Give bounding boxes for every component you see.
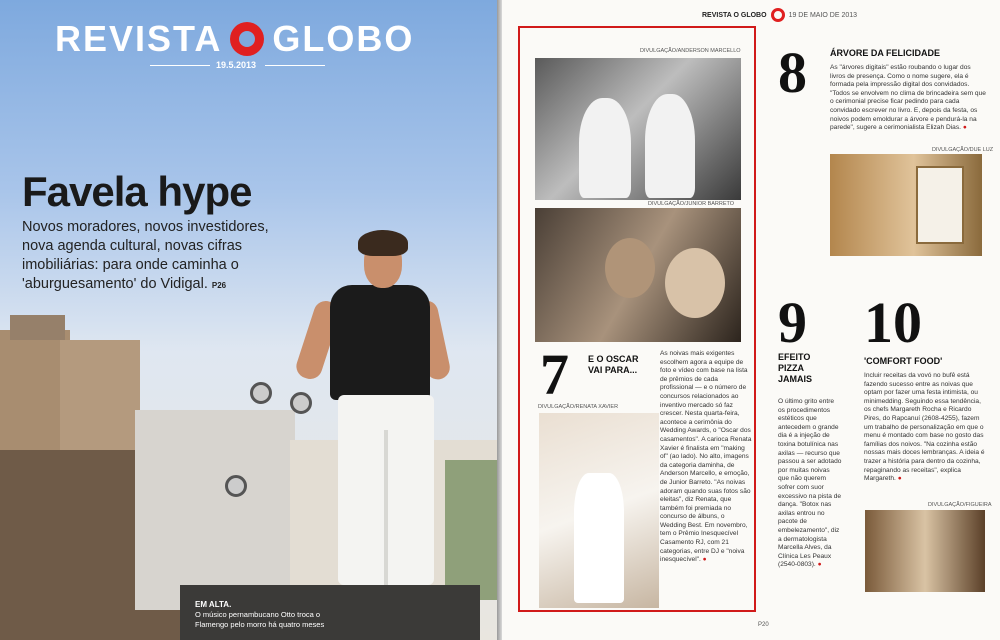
wedding-dress (574, 473, 624, 603)
cover-headline: Favela hype (22, 168, 252, 215)
end-mark-icon: ● (817, 561, 822, 569)
caption-text: O músico pernambucano Otto troca o Flamengo pelo morro há quatro meses (195, 610, 325, 629)
caption-lead: EM ALTA. (195, 600, 232, 609)
trees (445, 460, 500, 600)
masthead-word-revista: REVISTA (55, 18, 223, 59)
cover-page-ref: P26 (211, 281, 227, 290)
section-8-title: ÁRVORE DA FELICIDADE (830, 48, 941, 58)
end-mark-icon: ● (897, 475, 902, 483)
section-8-text: As "árvores digitais" estão roubando o lugar dos livros de presença. Como o nome sugere, ela é formada pela impressão digital dos convidados. "Todos se envolvem no clima de brincadeira sem que o cerimonial precise ficar pedindo para cada convidado escrever no livro. E, depois da festa, os noivos podem emoldurar a árvore e pendurá-la na parede", sugere a cerimonialista Elizah Dias. (830, 64, 986, 132)
section-10-text: Incluir receitas da vovó no bufê está fazendo sucesso entre as noivas que optam por fazer uma festa intimista, ou minimedding. Seguindo essa tendência, os chefs Margareth Rocha e Ricardo Pires, do Rapcanuí (2608-4255), fazem um trabalho de personalização em que o menu é montado com base no gosto das famílias dos noivos. "Na cozinha estão nossas mais doces lembranças. A ideia é trazer a história para dentro da cozinha, repaginando as receitas", explica Margareth. (864, 372, 985, 483)
section-9-text: O último grito entre os procedimentos estéticos que antecedem o grande dia é a injeção de toxina botulínica nas axilas — recurso que passou a ser adotado por muitas noivas que não querem sofrer com suor excessivo na pista de dança. "Botox nas axilas entrou no pacote de embelezamento", diz a dermatologista Marcella Alves, da Clínica Les Peaux (2540-0803). (778, 398, 842, 569)
photo-credit-1: DIVULGAÇÃO/ANDERSON MARCELLO (640, 48, 741, 54)
bride-face (665, 248, 725, 318)
end-mark-icon: ● (702, 556, 707, 564)
flower-girl-left (579, 98, 631, 198)
section-8-body (830, 64, 986, 133)
running-header-brand: REVISTA O GLOBO (702, 11, 767, 19)
cover-subhead (22, 218, 282, 295)
masthead-rule-right (265, 65, 325, 66)
article-page (502, 0, 1000, 640)
cover-subhead-text: Novos moradores, novos investidores, nova agenda cultural, novas cifras imobiliárias: para onde caminha o 'aburguesamento' do Vidigal. (22, 219, 269, 292)
satellite-dish-icon (250, 382, 272, 404)
running-header (702, 8, 857, 22)
man-hair (358, 230, 408, 256)
cover-caption (195, 600, 355, 630)
masthead-rule-left (150, 65, 210, 66)
page-folio: P20 (758, 622, 769, 628)
flower-girl-right (645, 94, 695, 198)
making-of-photo (539, 413, 659, 608)
section-10-title: 'COMFORT FOOD' (864, 356, 943, 366)
section-7-title: E O OSCAR VAI PARA... (588, 354, 639, 375)
fingerprint-tree-frame (916, 166, 964, 244)
section-9-title: EFEITO PIZZA JAMAIS (778, 352, 813, 384)
guest-face (605, 238, 655, 298)
comfort-food-photo (865, 510, 985, 592)
satellite-dish-icon (225, 475, 247, 497)
satellite-dish-icon (290, 392, 312, 414)
section-9-body (778, 398, 842, 570)
globo-circle-icon (771, 8, 785, 22)
emotion-photo (535, 208, 741, 342)
masthead-word-globo: GLOBO (272, 18, 415, 59)
man-pants-split (384, 430, 388, 585)
photo-credit-2: DIVULGAÇÃO/JUNIOR BARRETO (648, 201, 735, 207)
photo-credit-8: DIVULGAÇÃO/DUE LUZ (932, 147, 994, 153)
cover-date: 19.5.2013 (216, 60, 257, 70)
running-header-date: 19 DE MAIO DE 2013 (788, 11, 858, 19)
section-7-body (660, 350, 752, 565)
masthead (55, 18, 414, 60)
globo-logo-icon (230, 22, 264, 56)
section-9-number: 9 (778, 290, 807, 355)
end-mark-icon: ● (962, 124, 967, 132)
flower-girls-photo (535, 58, 741, 200)
photo-credit-10: DIVULGAÇÃO/FIGUEIRA (928, 502, 992, 508)
man-shirt (330, 285, 430, 400)
section-8-number: 8 (778, 40, 807, 105)
section-7-text: As noivas mais exigentes escolhem agora a equipe de foto e vídeo com base na lista de prêmios de cada profissional — e o número de concursos relacionados ao inventivo mercado só faz crescer. Nesta quarta-feira, acontece a cerimônia do Wedding Awards, o "Oscar dos casamentos". A carioca Renata Xavier é finalista em "making of" (ao lado). No alto, imagens da categoria daminha, de Anderson Marcello, e emoção, de Junior Barreto. "As noivas adoram quando suas fotos são eleitas", diz Renata, que também foi premiada no concurso de álbuns, o Wedding Best. Em novembro, tem o Prêmio Inesquecível Casamento RJ, com 21 categorias, entre DJ e "noiva inesquecível". (660, 350, 752, 564)
section-10-number: 10 (864, 290, 922, 355)
water-tank (10, 315, 65, 340)
section-10-body (864, 372, 988, 484)
building-4 (135, 410, 295, 610)
photo-credit-3: DIVULGAÇÃO/RENATA XAVIER (538, 404, 619, 410)
section-7-number: 7 (540, 342, 569, 407)
section-7-box (518, 26, 756, 612)
